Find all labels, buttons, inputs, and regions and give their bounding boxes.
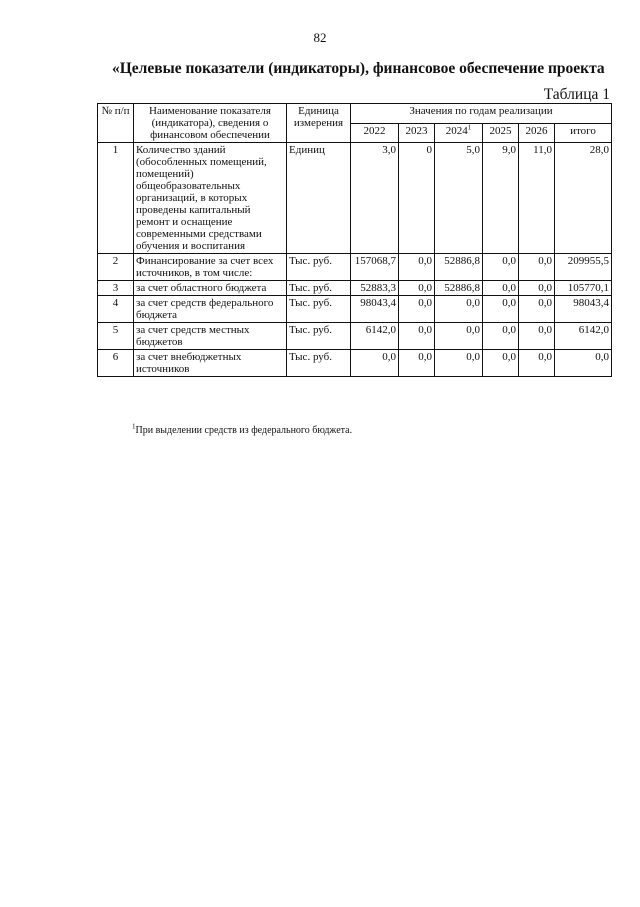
year-value-cell: 0,0 bbox=[483, 323, 519, 350]
header-year: 2023 bbox=[399, 123, 435, 143]
indicator-name-cell: Финансирование за счет всех источников, в том числе: bbox=[134, 254, 287, 281]
row-number-cell: 1 bbox=[98, 143, 134, 254]
header-year-label: 2024 bbox=[445, 124, 468, 137]
page-number: 82 bbox=[313, 30, 327, 45]
year-value-cell: 11,0 bbox=[519, 143, 555, 254]
document-title: «Целевые показатели (индикаторы), финансовое обеспечение проекта bbox=[112, 60, 605, 77]
year-value-cell: 52886,8 bbox=[435, 254, 483, 281]
year-value-cell: 0,0 bbox=[351, 350, 399, 377]
year-value-cell: 0,0 bbox=[399, 323, 435, 350]
row-number-cell: 6 bbox=[98, 350, 134, 377]
indicator-name-cell: за счет внебюджетных источников bbox=[134, 350, 287, 377]
indicator-name-cell: за счет средств федерального бюджета bbox=[134, 296, 287, 323]
year-value-cell: 52886,8 bbox=[435, 281, 483, 296]
total-value-cell: 98043,4 bbox=[555, 296, 612, 323]
header-year: 2025 bbox=[483, 123, 519, 143]
year-value-cell: 157068,7 bbox=[351, 254, 399, 281]
year-value-cell: 0,0 bbox=[483, 350, 519, 377]
header-name: Наименование показателя (индикатора), сведения о финансовом обеспечении bbox=[134, 104, 287, 143]
year-value-cell: 0,0 bbox=[435, 323, 483, 350]
unit-cell: Единиц bbox=[287, 143, 351, 254]
footnote-mark: 1 bbox=[467, 122, 472, 131]
row-number-cell: 2 bbox=[98, 254, 134, 281]
year-value-cell: 6142,0 bbox=[351, 323, 399, 350]
year-value-cell: 0,0 bbox=[519, 323, 555, 350]
indicator-name-cell: за счет средств местных бюджетов bbox=[134, 323, 287, 350]
unit-cell: Тыс. руб. bbox=[287, 350, 351, 377]
total-value-cell: 0,0 bbox=[555, 350, 612, 377]
table-label: Таблица 1 bbox=[543, 86, 610, 103]
year-value-cell: 0,0 bbox=[399, 350, 435, 377]
indicator-name-cell: Количество зданий (обособленных помещений, помещений) общеобразовательных организаций, в которых проведены капитальный ремонт и оснащение современными средствами обучения и воспитания bbox=[134, 143, 287, 254]
year-value-cell: 0,0 bbox=[519, 254, 555, 281]
indicators-table bbox=[97, 103, 612, 377]
year-value-cell: 0,0 bbox=[483, 296, 519, 323]
year-value-cell: 0,0 bbox=[399, 296, 435, 323]
header-total: итого bbox=[555, 123, 612, 143]
year-value-cell: 0,0 bbox=[519, 350, 555, 377]
unit-cell: Тыс. руб. bbox=[287, 296, 351, 323]
row-number-cell: 3 bbox=[98, 281, 134, 296]
year-value-cell: 0,0 bbox=[483, 281, 519, 296]
year-value-cell: 0,0 bbox=[435, 296, 483, 323]
year-value-cell: 0 bbox=[399, 143, 435, 254]
total-value-cell: 105770,1 bbox=[555, 281, 612, 296]
header-num: № п/п bbox=[98, 104, 134, 143]
year-value-cell: 0,0 bbox=[483, 254, 519, 281]
table-row bbox=[98, 143, 612, 254]
table-row bbox=[98, 254, 612, 281]
year-value-cell: 5,0 bbox=[435, 143, 483, 254]
total-value-cell: 209955,5 bbox=[555, 254, 612, 281]
year-value-cell: 0,0 bbox=[399, 281, 435, 296]
year-value-cell: 3,0 bbox=[351, 143, 399, 254]
year-value-cell: 0,0 bbox=[519, 296, 555, 323]
header-unit: Единица измерения bbox=[287, 104, 351, 143]
table-row bbox=[98, 350, 612, 377]
unit-cell: Тыс. руб. bbox=[287, 254, 351, 281]
total-value-cell: 28,0 bbox=[555, 143, 612, 254]
header-year: 2026 bbox=[519, 123, 555, 143]
footnote bbox=[132, 422, 353, 436]
indicator-name-cell: за счет областного бюджета bbox=[134, 281, 287, 296]
year-value-cell: 0,0 bbox=[435, 350, 483, 377]
year-value-cell: 52883,3 bbox=[351, 281, 399, 296]
total-value-cell: 6142,0 bbox=[555, 323, 612, 350]
header-row bbox=[98, 104, 612, 124]
header-year: 2022 bbox=[351, 123, 399, 143]
table-row bbox=[98, 323, 612, 350]
year-value-cell: 9,0 bbox=[483, 143, 519, 254]
year-value-cell: 0,0 bbox=[519, 281, 555, 296]
row-number-cell: 5 bbox=[98, 323, 134, 350]
unit-cell: Тыс. руб. bbox=[287, 281, 351, 296]
footnote-text: При выделении средств из федерального бюджета. bbox=[135, 425, 353, 436]
table-row bbox=[98, 281, 612, 296]
header-year bbox=[435, 123, 483, 143]
year-value-cell: 98043,4 bbox=[351, 296, 399, 323]
unit-cell: Тыс. руб. bbox=[287, 323, 351, 350]
year-value-cell: 0,0 bbox=[399, 254, 435, 281]
row-number-cell: 4 bbox=[98, 296, 134, 323]
header-values-group: Значения по годам реализации bbox=[351, 104, 612, 124]
footnote-mark: 1 bbox=[132, 422, 136, 431]
table-row bbox=[98, 296, 612, 323]
